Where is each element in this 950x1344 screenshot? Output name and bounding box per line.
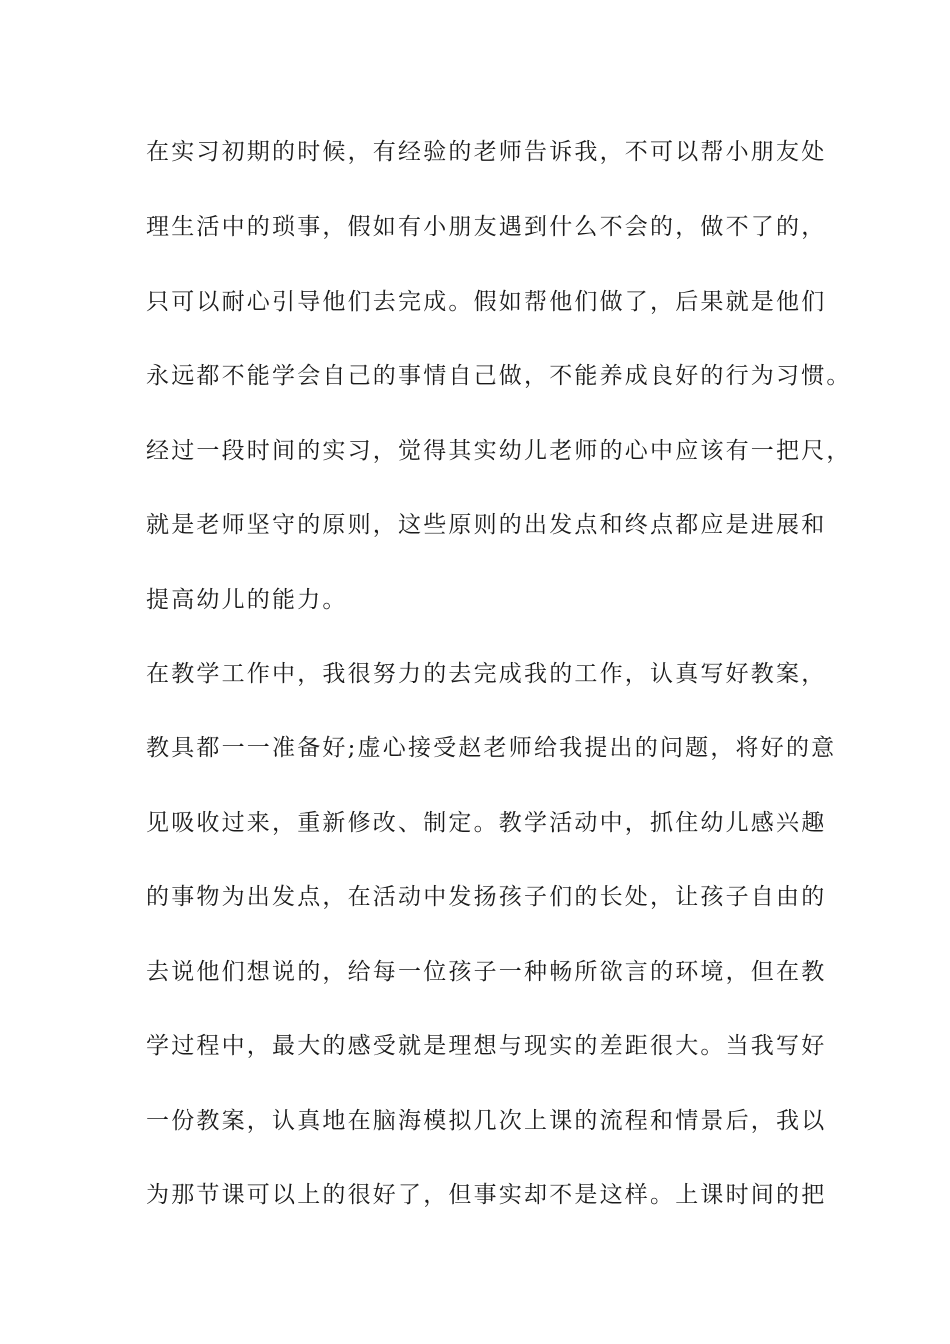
text-line: 经过一段时间的实习，觉得其实幼儿老师的心中应该有一把尺， xyxy=(146,438,852,464)
text-line: 的事物为出发点，在活动中发扬孩子们的长处，让孩子自由的 xyxy=(146,884,827,910)
text-line: 教具都一一准备好;虚心接受赵老师给我提出的问题，将好的意 xyxy=(146,735,837,761)
text-line: 见吸收过来，重新修改、制定。教学活动中，抓住幼儿感兴趣 xyxy=(146,810,827,836)
text-line: 提高幼儿的能力。 xyxy=(146,587,348,613)
text-line: 去说他们想说的，给每一位孩子一种畅所欲言的环境，但在教 xyxy=(146,959,827,985)
text-line: 在教学工作中，我很努力的去完成我的工作，认真写好教案， xyxy=(146,661,827,687)
text-line: 永远都不能学会自己的事情自己做，不能养成良好的行为习惯。 xyxy=(146,363,852,389)
text-line: 学过程中，最大的感受就是理想与现实的差距很大。当我写好 xyxy=(146,1033,827,1059)
text-line: 理生活中的琐事，假如有小朋友遇到什么不会的，做不了的， xyxy=(146,214,827,240)
text-line: 为那节课可以上的很好了，但事实却不是这样。上课时间的把 xyxy=(146,1182,827,1208)
text-line: 就是老师坚守的原则，这些原则的出发点和终点都应是进展和 xyxy=(146,512,827,538)
text-line: 一份教案，认真地在脑海模拟几次上课的流程和情景后，我以 xyxy=(146,1108,827,1134)
text-line: 只可以耐心引导他们去完成。假如帮他们做了，后果就是他们 xyxy=(146,289,827,315)
text-line: 在实习初期的时候，有经验的老师告诉我，不可以帮小朋友处 xyxy=(146,139,827,165)
